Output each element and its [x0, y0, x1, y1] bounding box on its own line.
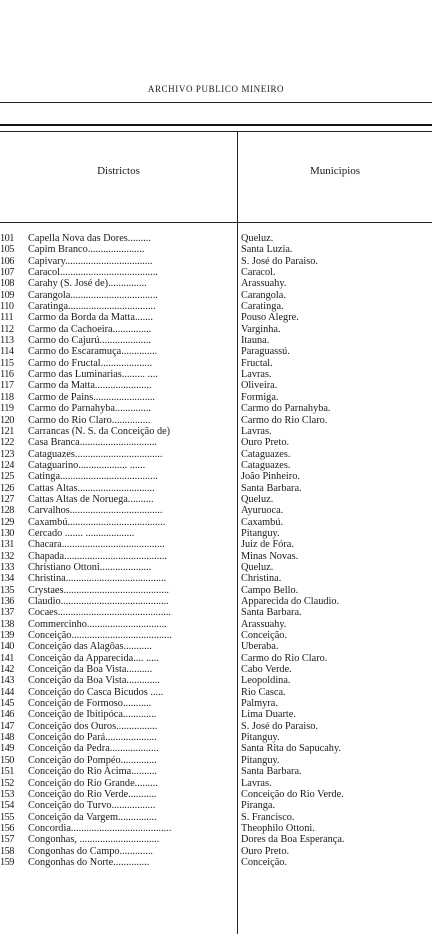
row-number: 130: [0, 527, 14, 539]
municipio-name: Fructal.: [241, 357, 273, 369]
row-number: 127: [0, 493, 14, 505]
district-name: Carmo do Rio Claro...............: [28, 414, 151, 426]
municipio-name: João Pinheiro.: [241, 471, 300, 483]
table-row: [0, 607, 432, 618]
municipio-name: S. José do Paraiso.: [241, 720, 318, 732]
row-number: 120: [0, 414, 14, 426]
district-name: Commercinho...............................: [28, 618, 167, 630]
table-row: [0, 437, 432, 448]
district-name: Conceição do Pará....................: [28, 732, 157, 744]
table-row: [0, 743, 432, 754]
district-name: Cataguarino................... ......: [28, 459, 146, 471]
municipio-name: Carmo do Rio Claro.: [241, 652, 328, 664]
district-name: Capim Branco......................: [28, 244, 145, 256]
table-row: [0, 369, 432, 380]
row-number: 142: [0, 664, 14, 676]
municipio-name: Theophilo Ottoni.: [241, 822, 315, 834]
district-name: Capella Nova das Dores.........: [28, 233, 151, 244]
row-number: 158: [0, 845, 14, 857]
municipio-name: Ouro Preto.: [241, 437, 290, 449]
row-number: 122: [0, 437, 14, 449]
row-number: 137: [0, 607, 14, 619]
district-name: Cattas Altas..............................: [28, 482, 155, 494]
table-row: [0, 834, 432, 845]
district-name: Congonhas do Norte..............: [28, 856, 150, 868]
table-row: [0, 630, 432, 641]
table-row: [0, 528, 432, 539]
municipio-name: Minas Novas.: [241, 550, 299, 562]
table-row: [0, 517, 432, 528]
row-number: 128: [0, 505, 14, 517]
row-number: 131: [0, 539, 14, 551]
row-number: 152: [0, 777, 14, 789]
table-row: [0, 460, 432, 471]
table-row: [0, 675, 432, 686]
district-name: Conceição.......................................: [28, 630, 172, 642]
district-name: Carmo de Pains........................: [28, 391, 155, 403]
row-number: 154: [0, 800, 14, 812]
row-number: 123: [0, 448, 14, 460]
municipio-name: Pitanguy.: [241, 754, 280, 766]
municipio-name: Formiga.: [241, 391, 279, 403]
municipio-name: Leopoldina.: [241, 675, 291, 687]
table-row: [0, 641, 432, 652]
district-name: Conceição da Vargem...............: [28, 811, 157, 823]
district-name: Conceição do Casca Bicudos .....: [28, 686, 164, 698]
row-number: 150: [0, 754, 14, 766]
table-row: [0, 664, 432, 675]
row-number: 118: [0, 391, 14, 403]
district-name: Cocaes............................................: [28, 607, 171, 619]
municipio-name: Santa Barbara.: [241, 482, 302, 494]
row-number: 126: [0, 482, 14, 494]
table-row: [0, 653, 432, 664]
row-number: 116: [0, 369, 14, 381]
table-row: [0, 619, 432, 630]
table-row: [0, 324, 432, 335]
district-name: Cattas Altas de Noruega..........: [28, 493, 154, 505]
district-name: Chapada........................................: [28, 550, 167, 562]
district-name: Conceição das Alagôas...........: [28, 641, 152, 653]
municipio-name: Ayuruoca.: [241, 505, 284, 517]
row-number: 159: [0, 856, 14, 868]
municipio-name: Lavras.: [241, 369, 272, 381]
district-name: Christina.......................................: [28, 573, 167, 585]
municipios-header: Municipios: [309, 165, 361, 177]
row-number: 140: [0, 641, 14, 653]
municipio-name: Caxambú.: [241, 516, 284, 528]
municipio-name: Cabo Verde.: [241, 664, 292, 676]
row-number: 157: [0, 834, 14, 846]
table-row: [0, 789, 432, 800]
district-name: Crystaes.........................................: [28, 584, 170, 596]
row-number: 110: [0, 301, 14, 313]
district-name: Caxambú......................................: [28, 516, 166, 528]
row-number: 153: [0, 788, 14, 800]
district-name: Chacara........................................: [28, 539, 165, 551]
table-row: [0, 380, 432, 391]
district-name: Congonhas, ...............................: [28, 834, 160, 846]
district-name: Christiano Ottoni....................: [28, 561, 152, 573]
row-number: 114: [0, 346, 14, 358]
district-name: Caracol......................................: [28, 267, 158, 279]
table-row: [0, 244, 432, 255]
municipio-name: Cataguazes.: [241, 448, 291, 460]
districts-header: Districtos: [97, 165, 140, 177]
row-number: 146: [0, 709, 14, 721]
municipio-name: Queluz.: [241, 233, 274, 244]
district-name: Casa Branca..............................: [28, 437, 157, 449]
district-name: Capivary..................................: [28, 255, 153, 267]
row-number: 107: [0, 267, 14, 279]
table-row: [0, 562, 432, 573]
district-name: Carmo do Fructal....................: [28, 357, 153, 369]
row-number: 105: [0, 244, 14, 256]
table-row: [0, 494, 432, 505]
municipio-name: Rio Casca.: [241, 686, 286, 698]
district-name: Carmo da Cachoeira...............: [28, 323, 152, 335]
table-row: [0, 596, 432, 607]
district-name: Conceição de Ibitipóca.............: [28, 709, 157, 721]
table-row: [0, 346, 432, 357]
municipio-name: Itauna.: [241, 335, 270, 347]
row-number: 109: [0, 289, 14, 301]
table-row: [0, 698, 432, 709]
row-number: 155: [0, 811, 14, 823]
table-row: [0, 687, 432, 698]
district-name: Carmo da Matta......................: [28, 380, 152, 392]
district-name: Carmo do Escaramuça..............: [28, 346, 158, 358]
table-row: [0, 766, 432, 777]
municipio-name: Apparecida do Claudio.: [241, 596, 340, 607]
table-row: [0, 290, 432, 301]
municipio-name: Piranga.: [241, 800, 276, 812]
district-name: Claudio..........................................: [28, 596, 169, 607]
municipio-name: Oliveira.: [241, 380, 278, 392]
district-name: Conceição do Pompéo..............: [28, 754, 157, 766]
row-number: 117: [0, 380, 14, 392]
municipio-name: Santa Barbara.: [241, 607, 302, 619]
row-number: 111: [0, 312, 14, 324]
municipio-name: Campo Bello.: [241, 584, 299, 596]
district-name: Conceição do Turvo.................: [28, 800, 156, 812]
row-number: 115: [0, 357, 14, 369]
municipio-name: Carmo do Rio Claro.: [241, 414, 328, 426]
municipio-name: Uberaba.: [241, 641, 279, 653]
row-number: 113: [0, 335, 14, 347]
district-name: Carmo da Borda da Matta.......: [28, 312, 153, 324]
district-name: Conceição de Formoso...........: [28, 698, 152, 710]
table-row: [0, 857, 432, 868]
row-number: 145: [0, 698, 14, 710]
table-row: [0, 800, 432, 811]
row-number: 156: [0, 822, 14, 834]
row-number: 151: [0, 766, 14, 778]
table-row: [0, 471, 432, 482]
municipio-name: Dores da Boa Esperança.: [241, 834, 345, 846]
table-row: [0, 539, 432, 550]
municipio-name: Santa Luzia.: [241, 244, 293, 256]
municipio-name: Lavras.: [241, 777, 272, 789]
row-number: 133: [0, 561, 14, 573]
district-name: Congonhas do Campo.............: [28, 845, 153, 857]
district-name: Conceição da Boa Vista..........: [28, 664, 153, 676]
table-row: [0, 755, 432, 766]
district-name: Conceição do Rio Verde...........: [28, 788, 157, 800]
row-number: 132: [0, 550, 14, 562]
district-name: Concordia.......................................: [28, 822, 172, 834]
row-number: 106: [0, 255, 14, 267]
district-name: Conceição da Pedra...................: [28, 743, 159, 755]
table-row: [0, 823, 432, 834]
table-top-rule: [0, 124, 432, 126]
row-number: 101: [0, 233, 14, 244]
row-number: 108: [0, 278, 14, 290]
table-row: [0, 812, 432, 823]
table-row: [0, 846, 432, 857]
row-number: 138: [0, 618, 14, 630]
table-row: [0, 732, 432, 743]
district-table-body: [0, 233, 432, 868]
municipio-name: Ouro Preto.: [241, 845, 290, 857]
row-number: 125: [0, 471, 14, 483]
district-name: Carrancas (N. S. da Conceição de): [28, 425, 171, 437]
municipio-name: Pitanguy.: [241, 527, 280, 539]
district-name: Carvalhos....................................: [28, 505, 163, 517]
district-name: Conceição do Rio Grande.........: [28, 777, 158, 789]
table-row: [0, 358, 432, 369]
municipio-name: Juiz de Fóra.: [241, 539, 294, 551]
row-number: 124: [0, 459, 14, 471]
municipio-name: Conceição.: [241, 630, 288, 642]
district-name: Conceição da Apparecida.... .....: [28, 652, 159, 664]
table-row: [0, 709, 432, 720]
municipio-name: Santa Rita do Sapucahy.: [241, 743, 341, 755]
table-row: [0, 403, 432, 414]
municipio-name: Lima Duarte.: [241, 709, 296, 721]
table-row: [0, 426, 432, 437]
municipio-name: Varginha.: [241, 323, 281, 335]
table-row: [0, 335, 432, 346]
row-number: 147: [0, 720, 14, 732]
municipio-name: Carangola.: [241, 289, 286, 301]
municipio-name: Pouso Alegre.: [241, 312, 299, 324]
district-name: Conceição do Rio Acima..........: [28, 766, 157, 778]
district-name: Carmo das Luminarias......... ....: [28, 369, 158, 381]
municipio-name: Paraguassú.: [241, 346, 290, 358]
table-row: [0, 721, 432, 732]
table-row: [0, 256, 432, 267]
table-row: [0, 278, 432, 289]
table-row: [0, 415, 432, 426]
municipio-name: Arassuahy.: [241, 278, 287, 290]
table-row: [0, 551, 432, 562]
table-row: [0, 267, 432, 278]
running-head: ARCHIVO PUBLICO MINEIRO: [147, 84, 285, 94]
district-name: Conceição da Boa Vista.............: [28, 675, 160, 687]
municipio-name: S. Francisco.: [241, 811, 295, 823]
municipio-name: Lavras.: [241, 425, 272, 437]
municipio-name: S. José do Paraiso.: [241, 255, 318, 267]
row-number: 135: [0, 584, 14, 596]
table-row: [0, 312, 432, 323]
table-row: [0, 392, 432, 403]
municipio-name: Queluz.: [241, 493, 274, 505]
district-name: Cataguazes..................................: [28, 448, 163, 460]
table-row: [0, 233, 432, 244]
header-bottom-rule: [0, 222, 432, 223]
table-row: [0, 505, 432, 516]
row-number: 134: [0, 573, 14, 585]
municipio-name: Caracol.: [241, 267, 276, 279]
row-number: 139: [0, 630, 14, 642]
table-row: [0, 301, 432, 312]
table-row: [0, 449, 432, 460]
row-number: 141: [0, 652, 14, 664]
table-row: [0, 573, 432, 584]
row-number: 149: [0, 743, 14, 755]
row-number: 148: [0, 732, 14, 744]
district-name: Catinga......................................: [28, 471, 158, 483]
table-row: [0, 585, 432, 596]
row-number: 119: [0, 403, 14, 415]
table-top-rule-inner: [0, 131, 432, 132]
municipio-name: Conceição.: [241, 856, 288, 868]
table-row: [0, 483, 432, 494]
municipio-name: Cataguazes.: [241, 459, 291, 471]
row-number: 144: [0, 686, 14, 698]
table-row: [0, 778, 432, 789]
municipio-name: Santa Barbara.: [241, 766, 302, 778]
district-name: Cercado ....... ...................: [28, 527, 135, 539]
district-name: Caratinga..................................: [28, 301, 156, 313]
district-name: Conceição dos Ouros................: [28, 720, 158, 732]
municipio-name: Caratinga.: [241, 301, 284, 313]
row-number: 129: [0, 516, 14, 528]
municipio-name: Queluz.: [241, 561, 274, 573]
row-number: 121: [0, 425, 14, 437]
municipio-name: Pitanguy.: [241, 732, 280, 744]
municipio-name: Arassuahy.: [241, 618, 287, 630]
row-number: 143: [0, 675, 14, 687]
municipio-name: Christina.: [241, 573, 282, 585]
district-name: Carmo do Parnahyba..............: [28, 403, 151, 415]
municipio-name: Carmo do Parnahyba.: [241, 403, 331, 415]
municipio-name: Conceição do Rio Verde.: [241, 788, 344, 800]
row-number: 136: [0, 596, 14, 607]
top-rule: [0, 102, 432, 103]
district-name: Carangola..................................: [28, 289, 158, 301]
district-name: Carmo do Cajurú....................: [28, 335, 151, 347]
row-number: 112: [0, 323, 14, 335]
district-name: Carahy (S. José de)...............: [28, 278, 147, 290]
municipio-name: Palmyra.: [241, 698, 278, 710]
